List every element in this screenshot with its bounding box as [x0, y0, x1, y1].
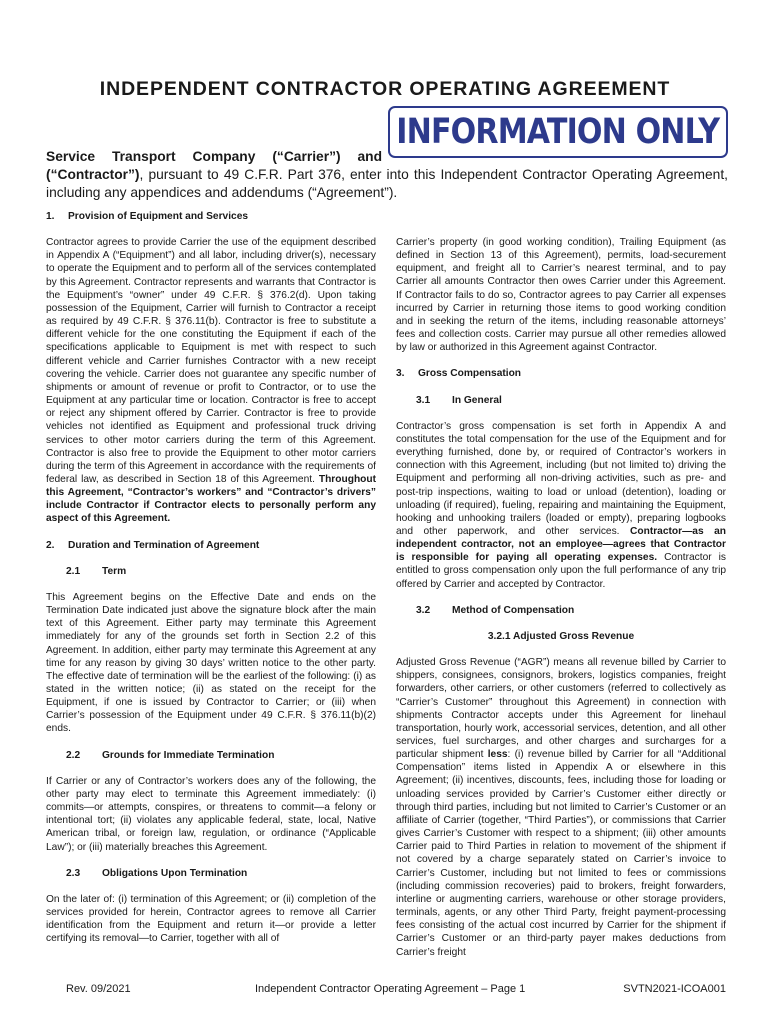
- section-3-2-1-text-a: Adjusted Gross Revenue (“AGR”) means all revenue billed by Carrier to shippers, consignees, consignors, brokers, logistics companies, freight forwarders, other carriers, or other customers (referred to collectively as “Carrier’s Customer” throughout this Agreement) in connection with shipments Contractor accepts under this Agreement for linehaul transportation, hourly work, accessorial services, detention, and all other services, fuel surcharges, and other charges and surcharges for a particular shipment: [396, 657, 726, 761]
- section-3-title: Gross Compensation: [418, 368, 522, 380]
- section-3-2-title: Method of Compensation: [452, 604, 575, 616]
- section-3-heading: [396, 367, 726, 380]
- section-2-3-number: 2.3: [66, 867, 81, 879]
- section-3-2-1-text-b: : (i) revenue billed by Carrier for all “Additional Compensation” items listed in Appendix A or elsewhere in this Agreement; (ii) incentives, discounts, fees, including those for loading or unloading services provided by Carrier’s Customer either directly or through third parties, including but not limited to Carrier’s Customer or an affiliate of Carrier (together, “Third Parties”), or commissions that Carrier gives Carrier’s Customer with respect to a shipment; (iii) other amounts Carrier paid to Third Parties in relation to movement of the shipment if not covered by a charge separately stated on Carrier’s invoice to Carrier’s Customer, including but not limited to fees or commissions (including commission recoveries) paid to brokers, freight forwarders, interline or augmenting carriers, warehouse or other storage providers, terminals, agents, or any other Third Party, freight payment-processing fees consisting of the actual cost incurred by Carrier for the shipment if Carrier’s Customer or an third-party payer makes deductions from Carrier’s freight: [396, 749, 726, 958]
- section-2-3-title: Obligations Upon Termination: [102, 867, 248, 879]
- document-title: INDEPENDENT CONTRACTOR OPERATING AGREEMENT: [99, 78, 671, 100]
- section-3-2-heading: [396, 604, 726, 617]
- section-3-1-body: [396, 420, 726, 591]
- section-3-1-title: In General: [452, 394, 502, 406]
- right-column: [396, 236, 726, 972]
- section-3-1-bold-text: Contractor—as an independent contractor, not an employee—agrees that Contractor is responsible for paying all operating expenses.: [396, 525, 726, 564]
- intro-carrier: Service Transport Company (“Carrier”) and: [46, 149, 382, 164]
- section-1-number: 1.: [46, 211, 55, 222]
- footer-document-code: SVTN2021-ICOA001: [623, 983, 726, 995]
- section-1-text: Contractor agrees to provide Carrier the use of the equipment described in Appendix A (“Equipment”) and all labor, including driver(s), necessary to operate the Equipment and to perform all of the services contemplated by this Agreement. Contractor represents and warrants that Contractor is the Equipment’s “owner” under 49 C.F.R. § 376.2(d). Upon taking possession of the Equipment, Carrier will furnish to Contractor a receipt as required by 49 C.F.R. § 376.11(b). Contractor is free to substitute a different vehicle for the one constituting the Equipment if each of the specifications applicable to Equipment is met with respect to such different vehicle and Carrier furnishes Contractor with a new receipt covering the vehicle. Carrier does not guarantee any specific number of shipments or amount of revenue or profit to Contractor, or to use the Equipment at any particular time or location. Contractor is free to accept or reject any shipment offered by Carrier. Contractor is free to provide vehicles not identified as Equipment and professional truck driving services to other motor carriers during the term of this Agreement. Contractor is also free to provide the Equipment to other motor carriers during the term of this Agreement in accordance with the requirements of federal law, as described in Section 18 of this Agreement.: [46, 237, 376, 485]
- section-2-3-heading: [46, 867, 376, 880]
- section-2-1-body: This Agreement begins on the Effective Date and ends on the Termination Date indicated just above the signature block after the main text of this Agreement. Either party may terminate this Agreement immediately for any of the grounds set forth in Section 2.2 of this Agreement. In addition, either party may terminate this Agreement at any time for any reason by giving 30 days’ written notice to the other party. The effective date of termination will be the earliest of the following: (i) as stated in the written notice; (ii) as stated on the receipt for the Equipment, if one is issued by Contractor to Carrier; or (iii) when Carrier’s possession of the Equipment under 49 C.F.R. § 376.11(b)(2) ends.: [46, 591, 376, 735]
- section-2-1-title: Term: [102, 565, 127, 577]
- information-only-stamp: [388, 106, 728, 158]
- section-1-body: [46, 236, 376, 525]
- intro-rest: [46, 166, 728, 202]
- intro-contractor: (“Contractor”): [46, 167, 140, 182]
- section-3-2-1-heading: 3.2.1 Adjusted Gross Revenue: [487, 630, 635, 642]
- section-3-1-text: Contractor’s gross compensation is set forth in Appendix A and constitutes the total compensation for the use of the Equipment and for everything furnished, done by, or required of Contractor’s workers in connection with this Agreement, including (but not limited to) driving the Equipment and performing all non-driving activities, such as pre- and post-trip inspections, waiting to load or unload (detention), loading or unloading (if required), fueling, repairing and maintaining the Equipment, hooking and unhooking trailers (loaded or empty), preparing logbooks and other paperwork, and other services.: [396, 420, 726, 537]
- section-3-1-number: 3.1: [416, 394, 431, 406]
- section-3-2-1-body: [396, 656, 726, 959]
- footer-page-label: Independent Contractor Operating Agreement – Page 1: [255, 983, 526, 995]
- section-2-3-body: On the later of: (i) termination of this Agreement; or (ii) completion of the services provided for herein, Contractor agrees to remove all Carrier identification from the Equipment and return it—or provide a letter certifying its removal—to Carrier, together with all of: [46, 893, 376, 945]
- section-1-title: Provision of Equipment and Services: [68, 211, 249, 222]
- section-2-heading: [46, 539, 376, 552]
- section-3-2-1-less: less: [487, 749, 508, 761]
- section-2-1-number: 2.1: [66, 565, 81, 577]
- section-2-2-body: If Carrier or any of Contractor’s workers does any of the following, the other party may elect to terminate this Agreement immediately: (i) commits—or attempts, conspires, or threatens to commit—a felony or intentional tort; (ii) violates any applicable federal, state, local, Native American tribal, or foreign law, regulation, or ordinance (“Applicable Law”); or (iii) materially breaches this Agreement.: [46, 775, 376, 853]
- left-column: [46, 210, 376, 959]
- section-3-1-heading: [396, 394, 726, 407]
- section-3-number: 3.: [396, 368, 405, 380]
- section-2-number: 2.: [46, 539, 55, 551]
- section-3-2-number: 3.2: [416, 604, 431, 616]
- footer-revision: Rev. 09/2021: [66, 983, 131, 995]
- intro-body: , pursuant to 49 C.F.R. Part 376, enter into this Independent Contractor Operating Agreement, including any appendices and addendums (“Agreement”).: [46, 167, 728, 200]
- section-2-1-heading: [46, 565, 376, 578]
- stamp-text: INFORMATION ONLY: [396, 112, 720, 152]
- section-2-3-continued: Carrier’s property (in good working condition), Trailing Equipment (as defined in Section 13 of this Agreement), permits, load-securement equipment, and freight all to Carrier’s nearest terminal, and to pay Carrier all amounts Contractor then owes Carrier under this Agreement. If Contractor fails to do so, Contractor agrees to pay Carrier all expenses incurred by Carrier in returning those items to good working condition and in seeking the return of the items, including reasonable attorneys’ fees and collection costs. Carrier may pursue all other remedies allowed by law or authorized in this Agreement against Contractor.: [396, 237, 726, 354]
- section-1-heading: [46, 210, 376, 223]
- section-1-bold-text: Throughout this Agreement, “Contractor’s workers” and “Contractor’s drivers” include Contractor if Contractor elects to personally perform any aspect of this Agreement.: [46, 473, 376, 525]
- section-2-title: Duration and Termination of Agreement: [68, 539, 260, 551]
- section-2-2-heading: [46, 749, 376, 762]
- section-2-2-title: Grounds for Immediate Termination: [102, 749, 275, 761]
- section-3-1-tail: Contractor is entitled to gross compensation only upon the full performance of any trip offered by Carrier and accepted by Contractor.: [396, 552, 726, 590]
- section-2-2-number: 2.2: [66, 749, 81, 761]
